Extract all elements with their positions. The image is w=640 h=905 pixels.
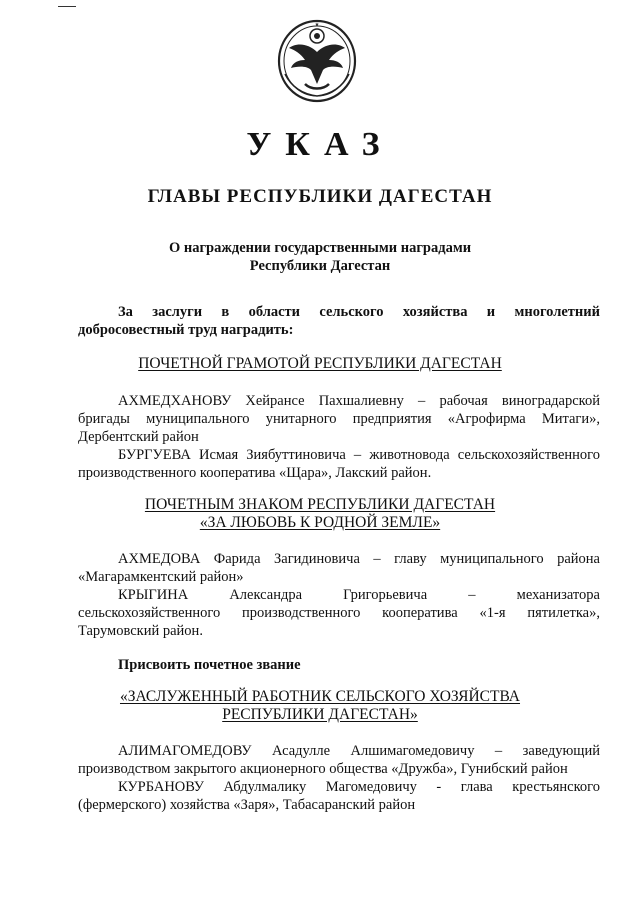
dagestan-coat-of-arms-icon [275,14,359,104]
entry-line: БУРГУЕВА Исмая Зиябуттиновича – животновода сельскохозяйственного [118,447,600,463]
section2-heading-2: «ЗА ЛЮБОВЬ К РОДНОЙ ЗЕМЛЕ» [199,514,441,531]
entry-line: бригады муниципального унитарного предприятия «Агрофирма Митаги», [78,411,600,427]
entry-line: сельскохозяйственного производственного кооператива «1-я пятилетка», [78,605,600,621]
entry-line: КРЫГИНА Александра Григорьевича – механизатора [118,587,600,603]
entry-line: «Магарамкентский район» [78,569,244,585]
award-entry-akhmedova [78,550,600,586]
award-entry-kurbanova [78,778,600,814]
award-entry-akhmedkhanova [78,392,600,446]
section3-heading-1: «ЗАСЛУЖЕННЫЙ РАБОТНИК СЕЛЬСКОГО ХОЗЯЙСТВА [119,688,521,705]
entry-line: АЛИМАГОМЕДОВУ Асадулле Алшимагомедовичу – заведующий [118,743,600,759]
section1-heading: ПОЧЕТНОЙ ГРАМОТОЙ РЕСПУБЛИКИ ДАГЕСТАН [138,355,502,372]
intro-paragraph [78,303,600,339]
entry-line: АХМЕДХАНОВУ Хейрансе Пахшалиевну – рабочая виноградарской [118,393,600,409]
entry-line: (фермерского) хозяйства «Заря», Табасаранский район [78,797,416,813]
entry-line: Тарумовский район. [78,623,203,639]
assign-title-text: Присвоить почетное звание [118,657,301,673]
section2-heading-1: ПОЧЕТНЫМ ЗНАКОМ РЕСПУБЛИКИ ДАГЕСТАН [144,496,496,513]
assign-title-paragraph [78,656,600,674]
award-entry-burgueva [78,446,600,482]
entry-line: производственного кооператива «Щара», Лакский район. [78,465,432,481]
entry-line: производством закрытого акционерного общества «Дружба», Гунибский район [78,761,568,777]
entry-line: КУРБАНОВУ Абдулмалику Магомедовичу - глава крестьянского [118,779,600,795]
about-line-2: Республики Дагестан [249,258,391,274]
decree-subtitle: ГЛАВЫ РЕСПУБЛИКИ ДАГЕСТАН [147,186,493,207]
award-entry-alimagomedova [78,742,600,778]
decree-title: УКАЗ [246,126,394,163]
section3-heading-2: РЕСПУБЛИКИ ДАГЕСТАН» [222,706,418,723]
award-entry-krygina [78,586,600,640]
svg-text:★: ★ [314,22,320,28]
entry-line: Дербентский район [78,429,199,445]
intro-line-2: добросовестный труд наградить: [78,322,294,338]
about-line-1: О награждении государственными наградами [168,240,472,256]
intro-line-1: За заслуги в области сельского хозяйства и многолетний [118,304,600,320]
entry-line: АХМЕДОВА Фарида Загидиновича – главу муниципального района [118,551,600,567]
scan-mark [58,6,76,7]
